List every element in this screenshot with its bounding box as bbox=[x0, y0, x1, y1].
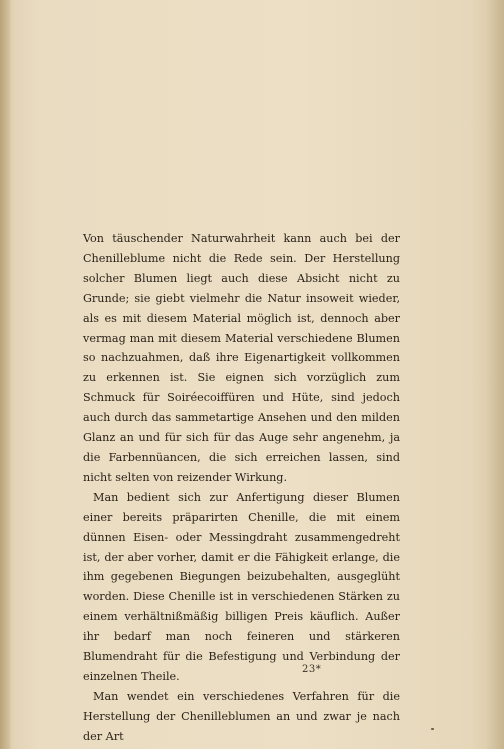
paper-speck bbox=[431, 728, 434, 730]
paragraph-2: Man bedient sich zur Anfertigung dieser Blumen einer bereits präparirten Chenille, die mit einem dünnen Eisen- oder Messingdraht zusammengedreht ist, der aber vorher, damit er die Fähigkeit erlange, die ihm gegebenen Biegungen beizubehalten, ausgeglüht worden. Diese Chenille ist in verschiedenen Stärken zu einem verhältnißmäßig billigen Preis käuflich. Außer ihr bedarf man noch feineren und stärkeren Blumendraht für die Befestigung und Verbindung der einzelnen Theile. bbox=[83, 490, 400, 683]
paragraph-1: Von täuschender Naturwahrheit kann auch bei der Chenilleblume nicht die Rede sein. Der Herstellung solcher Blumen liegt auch diese Absicht nicht zu Grunde; sie giebt vielmehr die Natur insoweit wieder, als es mit diesem Material möglich ist, dennoch aber vermag man mit diesem Material verschiedene Blumen so nachzuahmen, daß ihre Eigenartigkeit vollkommen zu erkennen ist. Sie eignen sich vorzüglich zum Schmuck für Soiréecoiffüren und Hüte, sind jedoch auch durch das sammetartige Ansehen und den milden Glanz an und für sich für das Auge sehr angenehm, ja die Farbennüancen, die sich erreichen lassen, sind nicht selten von reizender Wirkung. bbox=[83, 232, 400, 484]
body-text bbox=[83, 229, 400, 747]
page-gutter bbox=[0, 0, 10, 749]
page-number: 23* bbox=[302, 664, 322, 675]
page-edge-shadow bbox=[486, 0, 504, 749]
paragraph-3: Man wendet ein verschiedenes Verfahren für die Herstellung der Chenilleblumen an und zwar je nach der Art bbox=[83, 689, 400, 743]
